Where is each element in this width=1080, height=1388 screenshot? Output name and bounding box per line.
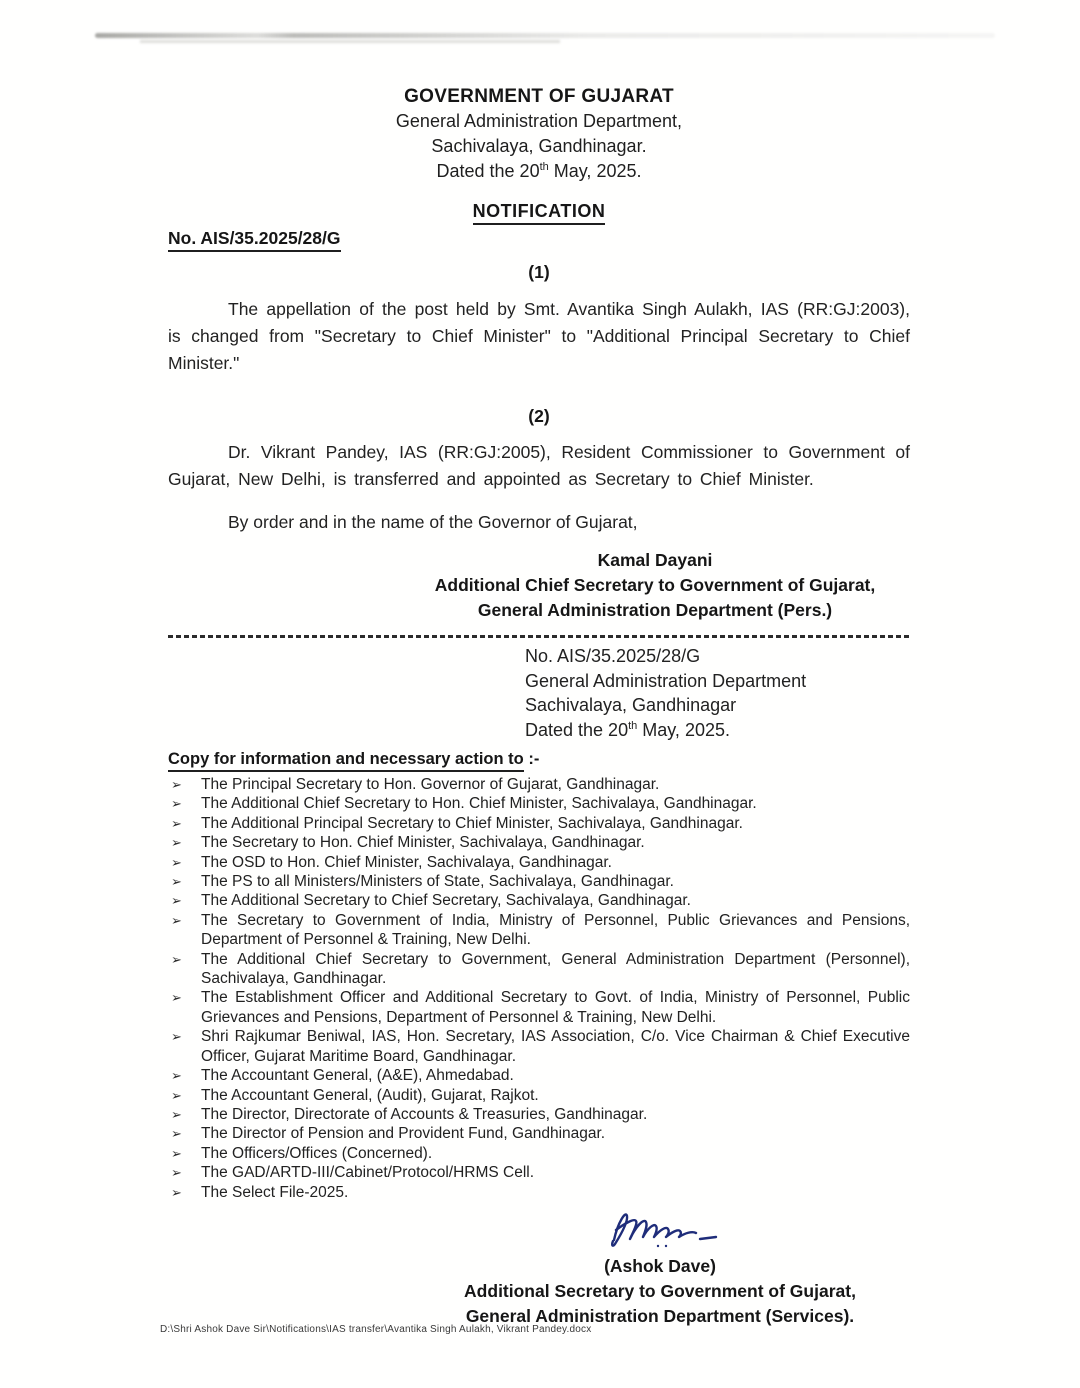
date-text: Dated the 20 <box>436 161 540 181</box>
copy-list-item-text: The Additional Chief Secretary to Hon. Chief Minister, Sachivalaya, Gandhinagar. <box>201 795 757 813</box>
arrow-bullet-icon: ➢ <box>171 1029 182 1045</box>
copy-list-item <box>168 1144 910 1163</box>
copy-list-item-text: The Establishment Officer and Additional Secretary to Govt. of India, Ministry of Personnel, Public Grievances and Pensions, Department of Personnel & Training, New Delhi. <box>201 989 910 1026</box>
arrow-bullet-icon: ➢ <box>171 951 182 967</box>
copy-list-item-text: The Director, Directorate of Accounts & Treasuries, Gandhinagar. <box>201 1105 648 1123</box>
notification-title: NOTIFICATION <box>473 201 606 225</box>
copy-list-item-text: The Accountant General, (Audit), Gujarat, Rajkot. <box>201 1086 539 1104</box>
arrow-bullet-icon: ➢ <box>171 1145 182 1161</box>
section-1-number: (1) <box>528 262 550 282</box>
date-text: May, 2025. <box>548 161 642 181</box>
arrow-bullet-icon: ➢ <box>171 854 182 870</box>
signature-scribble <box>600 1206 750 1254</box>
copy-list-item <box>168 891 910 910</box>
signatory-block-secondary <box>360 1206 960 1329</box>
date-text: Dated the 20 <box>525 719 629 740</box>
copy-list-item <box>168 1163 910 1182</box>
copy-list-item-text: The Principal Secretary to Hon. Governor of Gujarat, Gandhinagar. <box>201 776 660 793</box>
copy-distribution-list <box>168 775 910 1202</box>
copy-heading: Copy for information and necessary action to <box>168 750 524 772</box>
copy-list-item-text: The Secretary to Hon. Chief Minister, Sachivalaya, Gandhinagar. <box>201 834 645 852</box>
dashed-divider <box>168 635 910 638</box>
arrow-bullet-icon: ➢ <box>171 1126 182 1142</box>
copy-list-item <box>168 814 910 833</box>
date-ordinal: th <box>628 719 638 732</box>
arrow-bullet-icon: ➢ <box>171 893 182 909</box>
arrow-bullet-icon: ➢ <box>171 990 182 1006</box>
signatory-department: General Administration Department (Pers.) <box>477 600 833 620</box>
copy-list-item <box>168 950 910 989</box>
copy-list-item <box>168 911 910 950</box>
place-line: Sachivalaya, Gandhinagar. <box>431 136 647 156</box>
endorsement-ref-number: No. AIS/35.2025/28/G <box>525 646 701 666</box>
copy-list-item <box>168 853 910 872</box>
signatory2-department: General Administration Department (Services). <box>465 1305 855 1326</box>
copy-list-item <box>168 1183 910 1202</box>
arrow-bullet-icon: ➢ <box>171 815 182 831</box>
copy-list-item-text: The Officers/Offices (Concerned). <box>201 1144 433 1162</box>
copy-list-item-text: The Additional Secretary to Chief Secretary, Sachivalaya, Gandhinagar. <box>201 892 691 910</box>
arrow-bullet-icon: ➢ <box>171 1068 182 1084</box>
copy-list-item-text: The Select File-2025. <box>201 1183 349 1201</box>
copy-list-item <box>168 1027 910 1066</box>
file-path-footer: D:\Shri Ashok Dave Sir\Notifications\IAS transfer\Avantika Singh Aulakh, Vikrant Pandey.docx <box>160 1324 592 1335</box>
copy-list-item-text: The PS to all Ministers/Ministers of State, Sachivalaya, Gandhinagar. <box>201 873 674 891</box>
signatory-block-primary <box>400 548 910 623</box>
copy-list-item-text: The Secretary to Government of India, Ministry of Personnel, Public Grievances and Pensions, Department of Personnel & Training, New Delhi. <box>201 911 910 949</box>
date-ordinal: th <box>539 161 549 173</box>
arrow-bullet-icon: ➢ <box>171 777 182 792</box>
copy-list-item-text: The Additional Principal Secretary to Chief Minister, Sachivalaya, Gandhinagar. <box>201 814 743 832</box>
document-header <box>168 84 910 184</box>
endorsement-department: General Administration Department <box>525 670 807 691</box>
by-order-line: By order and in the name of the Governor of Gujarat, <box>228 512 638 532</box>
signatory-designation: Additional Chief Secretary to Government of Gujarat, <box>434 575 876 595</box>
copy-list-item <box>168 833 910 852</box>
arrow-bullet-icon: ➢ <box>171 835 182 851</box>
copy-list-item <box>168 988 910 1027</box>
copy-list-item-text: The OSD to Hon. Chief Minister, Sachivalaya, Gandhinagar. <box>201 853 612 871</box>
copy-list-item <box>168 1124 910 1143</box>
copy-list-item-text: The Additional Chief Secretary to Government, General Administration Department (Personnel), Sachivalaya, Gandhinagar. <box>201 950 910 988</box>
signatory-name: Kamal Dayani <box>597 550 713 570</box>
copy-list-item-text: The Accountant General, (A&E), Ahmedabad. <box>201 1067 514 1085</box>
copy-list-item-text: Shri Rajkumar Beniwal, IAS, Hon. Secretary, IAS Association, C/o. Vice Chairman & Chief Executive Officer, Gujarat Maritime Board, Gandhinagar. <box>201 1028 910 1065</box>
copy-list-item <box>168 775 910 794</box>
copy-list-item <box>168 1086 910 1105</box>
reference-number: No. AIS/35.2025/28/G <box>168 228 341 252</box>
section-2-paragraph: Dr. Vikrant Pandey, IAS (RR:GJ:2005), Resident Commissioner to Government of Gujarat, New Delhi, is transferred and appointed as Secretary to Chief Minister. <box>168 442 910 489</box>
section-2-number: (2) <box>528 406 550 426</box>
arrow-bullet-icon: ➢ <box>171 1106 182 1122</box>
copy-heading-row <box>168 750 910 772</box>
date-line <box>168 159 910 184</box>
department-line: General Administration Department, <box>395 111 683 131</box>
endorsement-place: Sachivalaya, Gandhinagar <box>525 695 737 715</box>
copy-list-item-text: The Director of Pension and Provident Fund, Gandhinagar. <box>201 1125 606 1143</box>
arrow-bullet-icon: ➢ <box>171 1184 182 1200</box>
copy-list-item <box>168 1066 910 1085</box>
copy-list-item <box>168 1105 910 1124</box>
notification-title-row <box>168 201 910 225</box>
arrow-bullet-icon: ➢ <box>171 912 182 928</box>
arrow-bullet-icon: ➢ <box>171 1165 182 1181</box>
signatory2-designation: Additional Secretary to Government of Gujarat, <box>464 1280 856 1301</box>
arrow-bullet-icon: ➢ <box>171 874 182 890</box>
government-title: GOVERNMENT OF GUJARAT <box>404 86 674 107</box>
copy-list-item-text: The GAD/ARTD-III/Cabinet/Protocol/HRMS Cell. <box>201 1164 535 1182</box>
document-content <box>168 0 910 1329</box>
reference-number-row <box>168 228 910 252</box>
signatory2-name: (Ashok Dave) <box>604 1255 716 1276</box>
arrow-bullet-icon: ➢ <box>171 796 182 812</box>
section-1-paragraph: The appellation of the post held by Smt. Avantika Singh Aulakh, IAS (RR:GJ:2003), is changed from "Secretary to Chief Minister" to "Additional Principal Secretary to Chief Minister." <box>168 299 910 373</box>
copy-heading-suffix: :- <box>523 750 540 768</box>
endorsement-reference-block <box>525 644 910 742</box>
arrow-bullet-icon: ➢ <box>171 1087 182 1103</box>
date-text: May, 2025. <box>637 719 730 740</box>
copy-list-item <box>168 872 910 891</box>
endorsement-date <box>525 718 910 743</box>
copy-list-item <box>168 794 910 813</box>
